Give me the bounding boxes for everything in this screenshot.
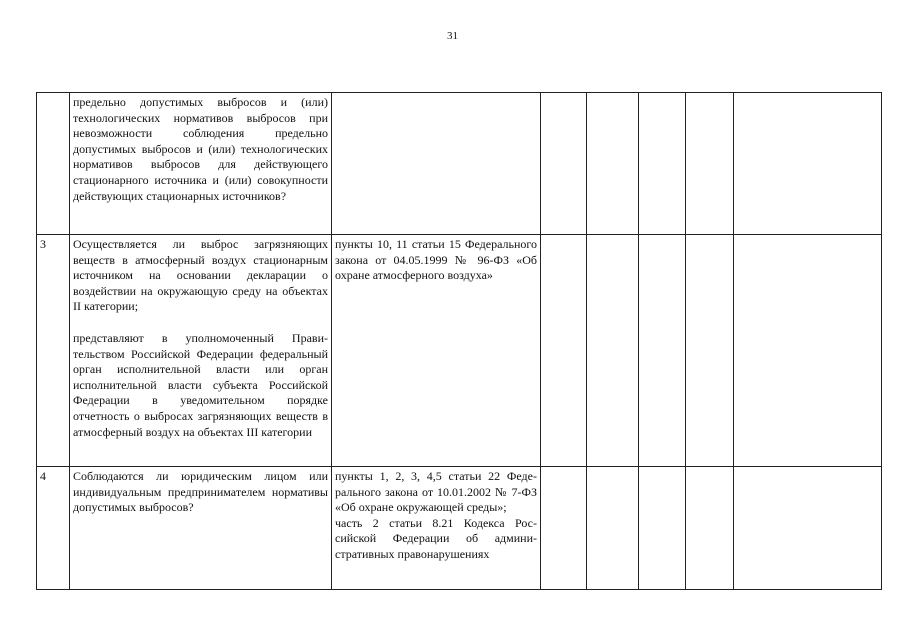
comment-cell	[734, 467, 882, 590]
question-text: предельно допустимых выбросов и (или) технологических нормативов выбросов при невозможности соблюдения предельно допустимых выбросов и (или) технологических нормативов выбросов для действующего стационарного источника и (или) совокупности действующих стационарных источников?	[73, 95, 328, 203]
comment-cell	[734, 93, 882, 235]
answer-no-cell	[587, 93, 639, 235]
question-text-extra: представляют в уполномоченный Правительством Российской Федерации федеральный орган исполнительной власти или орган исполнительной власти субъекта Российской Федерации в уведомительном порядке отчетность о выбросах загрязняющих веществ в атмосферный воздух на объектах III категории	[73, 330, 328, 439]
answer-na-cell	[639, 467, 686, 590]
question-text: Осуществляется ли выброс загрязняющих веществ в атмосферный воздух стационарным источником на основании декларации о воздействии на окружающую среду на объектах II категории;	[73, 237, 328, 314]
question-cell	[70, 93, 332, 235]
comment-cell	[734, 235, 882, 467]
answer-extra-cell	[686, 235, 734, 467]
row-number-cell: 4	[37, 467, 70, 590]
question-text: Соблюдаются ли юридическим лицом или индивидуальным предпринимателем нормативы допустимых выбросов?	[73, 469, 328, 515]
table-row	[37, 467, 882, 590]
answer-yes-cell	[541, 235, 587, 467]
answer-extra-cell	[686, 93, 734, 235]
legal-basis-cell	[332, 467, 541, 590]
table-row	[37, 235, 882, 467]
answer-na-cell	[639, 93, 686, 235]
answer-extra-cell	[686, 467, 734, 590]
answer-na-cell	[639, 235, 686, 467]
question-cell	[70, 467, 332, 590]
legal-basis-text-extra: часть 2 статьи 8.21 Кодекса Российской Федерации об административных правонарушениях	[335, 515, 537, 561]
question-cell	[70, 235, 332, 467]
answer-no-cell	[587, 235, 639, 467]
answer-no-cell	[587, 467, 639, 590]
legal-basis-cell	[332, 93, 541, 235]
page-number: 31	[447, 30, 458, 42]
checklist-table	[36, 92, 882, 590]
row-number-cell: 3	[37, 235, 70, 467]
answer-yes-cell	[541, 93, 587, 235]
legal-basis-cell	[332, 235, 541, 467]
legal-basis-text: пункты 1, 2, 3, 4,5 статьи 22 Федерального закона от 10.01.2002 № 7-ФЗ «Об охране окружающей среды»;	[335, 469, 537, 515]
answer-yes-cell	[541, 467, 587, 590]
legal-basis-text: пункты 10, 11 статьи 15 Федерального закона от 04.05.1999 № 96-ФЗ «Об охране атмосферного воздуха»	[335, 237, 537, 283]
table-row	[37, 93, 882, 235]
row-number-cell	[37, 93, 70, 235]
